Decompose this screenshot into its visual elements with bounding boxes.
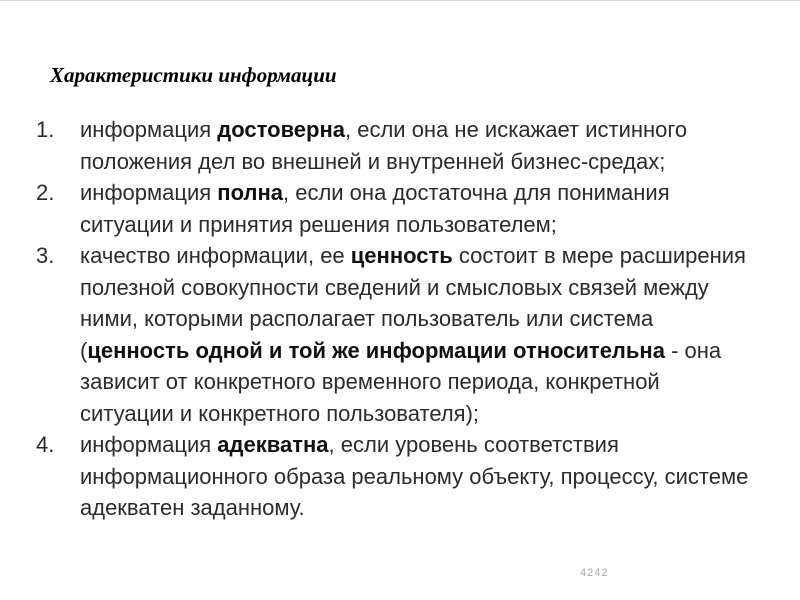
item-text-part: - она зависит от конкретного временного периода, конкретной ситуации и конкретного пользователя);	[80, 337, 722, 426]
item-keyword: адекватна	[217, 432, 329, 457]
page-number: 4242	[580, 567, 609, 579]
item-text-part: состоит в мере расширения полезной совокупности сведений и смысловых связей между ними, которыми располагает пользователь или система (	[80, 243, 746, 363]
characteristics-list	[36, 114, 756, 524]
list-item-text	[80, 243, 746, 426]
slide-title: Характеристики информации	[50, 63, 337, 87]
item-keyword: ценность	[350, 243, 453, 268]
list-item-number: 1.	[36, 117, 55, 142]
item-text-part: качество информации, ее	[80, 243, 351, 268]
item-text-part: информация	[80, 180, 218, 205]
list-item-number: 2.	[36, 180, 55, 205]
list-item-text	[80, 180, 670, 237]
list-item	[36, 114, 756, 177]
list-item	[36, 177, 756, 240]
list-item-number: 3.	[36, 243, 55, 268]
list-item	[36, 429, 756, 524]
item-text-part: информация	[80, 432, 218, 457]
item-keyword: полна	[217, 180, 283, 205]
list-item-number: 4.	[36, 432, 55, 457]
list-item-text	[80, 432, 748, 520]
item-text-part: , если она не искажает истинного положения дел во внешней и внутренней бизнес-средах;	[80, 117, 688, 174]
item-keyword: достоверна	[217, 117, 345, 142]
list-item-text	[80, 117, 687, 174]
item-text-part: , если уровень соответствия информационного образа реальному объекту, процессу, системе адекватен заданному.	[80, 432, 749, 520]
item-keyword: ценность одной и той же информации относительна	[87, 337, 665, 363]
list-item	[36, 240, 756, 429]
item-text-part: информация	[80, 117, 218, 142]
item-text-part: , если она достаточна для понимания ситуации и принятия решения пользователем;	[80, 180, 670, 237]
